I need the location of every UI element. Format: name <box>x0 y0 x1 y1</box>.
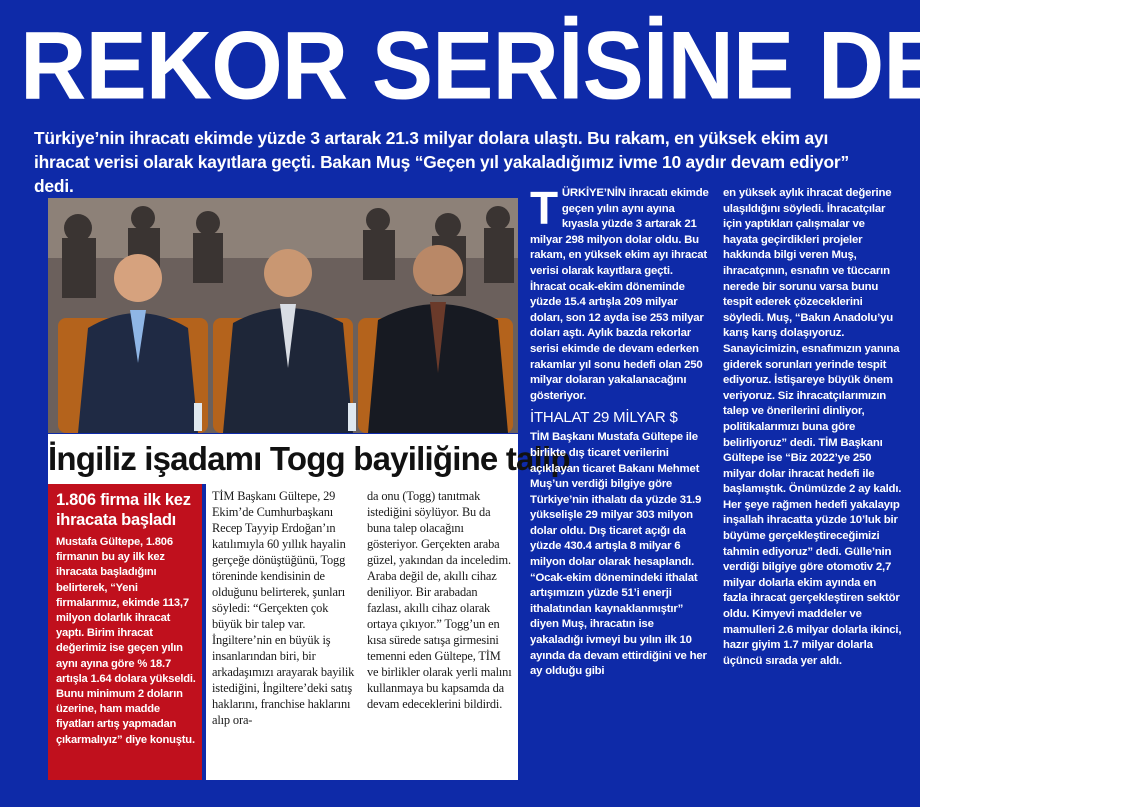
main-story-column-2: en yüksek aylık ihracat değerine ulaşıldığını söyledi. İhracatçılar için yaptıkları çalışmalar ve hayata geçirdikleri projeler hakkında bilgi veren Muş, ihracatçının, esnafın ve tüccarın nerede bir sorunu varsa bunu tespit ederek çözeceklerini söyledi. Muş, “Bakın Anadolu’yu karış karış dolaşıyoruz. Sanayicimizin, esnafımızın yanına giderek sorunları yerinde tespit ediyoruz. İstişareye büyük önem veriyoruz. Siz ihracatçılarımızın talep ve önerilerini dinliyor, politikalarımızı buna göre belirliyoruz” dedi. TİM Başkanı Gültepe ise “Biz 2022’ye 250 milyar dolar ihracat hedefi ile başlamıştık. Önümüzde 2 ay kaldı. Her şeye rağmen hedefi yakalayıp inşallah ihracatta yüzde 10’luk bir büyüme gerçekleştireceğimizi tahmin ediyoruz” dedi. Gülle’nin verdiği bilgiye göre otomotiv 2,7 milyar dolarla ekim ayında en fazla ihracat gerçekleştiren sektör oldu. Kimyevi maddeler ve mamulleri 2.6 milyar dolarla ikinci, hazır giyim 1.7 milyar dolarla üçüncü sırada yer aldı. <box>723 187 902 667</box>
officials-photo-illustration <box>48 198 518 433</box>
main-story-columns <box>530 182 902 786</box>
headline: REKOR SERİSİNE DEVAM <box>20 12 1138 120</box>
sidebar-body: Mustafa Gültepe, 1.806 firmanın bu ay ilk kez ihracata başladığını belirterek, “Yeni firmalarımız, ekimde 113,7 milyon dolarlık ihracat yaptı. Birim ihracat değerimiz ise geçen yılın aynı ayına göre % 18.7 artışla 1.64 dolara yükseldi. Bunu minimum 2 doların üzerine, ham madde fiyatları artış yapmadan çıkarmalıyız” diye konuştu. <box>56 536 196 746</box>
lead-paragraph: Türkiye’nin ihracatı ekimde yüzde 3 artarak 21.3 milyar dolara ulaştı. Bu rakam, en yüksek ekim ayı ihracat verisi olarak kayıtlara geçti. Bakan Muş “Geçen yıl yakaladığımız ivme 10 aydır devam ediyor” dedi. <box>34 128 849 196</box>
main-story-paragraph-1: ÜRKİYE’NİN ihracatı ekimde geçen yılın aynı ayına kıyasla yüzde 3 artarak 21 milyar 298 milyon dolar oldu. Bu rakam, en yüksek ekim ayı ihracat verisi olarak kayıtlara geçti. İhracat ocak-ekim döneminde yüzde 15.4 artışla 209 milyar doları, son 12 ayda ise 253 milyar doları aştı. Aylık bazda rekorlar serisi ekimde de devam ederken rakamlar yıl sonu hedefi olan 250 milyar dolaran yakalanacağını gösteriyor. <box>530 187 709 402</box>
sidebar-box <box>48 484 202 780</box>
togg-story-column-1: TİM Başkanı Gültepe, 29 Ekim’de Cumhurbaşkanı Recep Tayyip Erdoğan’ın katılımıyla 60 yıllık hayalin gerçeğe dönüştüğünü, Togg töreninde kendisinin de olduğunu belirterek, şunları söyledi: “Gerçekten çok büyük bir talep var. İngiltere’nin en büyük iş insanlarından biri, bir arkadaşımızı arayarak bayilik istediğini, İngiltere’deki satış haklarını, franchise haklarını alıp ora- <box>212 489 355 727</box>
imports-subheading: İTHALAT 29 MİLYAR $ <box>530 409 678 427</box>
togg-story-columns <box>206 484 518 780</box>
main-story-paragraph-2: TİM Başkanı Mustafa Gültepe ile birlikte dış ticaret verilerini açıklayan ticaret Bakanı Mehmet Muş’un verdiği bilgiye göre Türkiye’nin ithalatı da yüzde 31.9 yükselişle 29 milyar 303 milyon dolar oldu. Dış ticaret açığı da yüzde 430.4 artışla 8 milyar 6 milyon dolar olarak hesaplandı. “Ocak-ekim dönemindeki ithalat artışımızın yüzde 51’i enerji ithalatından kaynaklanmıştır” diyen Muş, ihracatın ise yakaladığı ivmeyi bu yılın ilk 10 ayında da devam ettirdiğini ve her ay olduğu gibi <box>530 431 707 678</box>
main-story-column-1 <box>530 182 709 786</box>
togg-story-column-2: da onu (Togg) tanıtmak istediğini söylüyor. Bu da buna talep olacağını gösteriyor. Gerçekten araba güzel, yakından da inceledim. Araba değil de, akıllı cihaz deniliyor. Bir arabadan fazlası, akıllı cihaz olarak ortaya çıkıyor.” Togg’un en kısa sürede satışa girmesini temenni eden Gültepe, TİM ve birlikler olarak yerli malını kullanmaya bu kapsamda da devam edeceklerini bildirdi. <box>367 489 512 711</box>
drop-cap: T <box>530 182 558 234</box>
subheadline: İngiliz işadamı Togg bayiliğine talip <box>48 434 518 484</box>
news-photo <box>48 198 518 433</box>
sidebar-title: 1.806 firma ilk kez ihracata başladı <box>56 491 191 529</box>
